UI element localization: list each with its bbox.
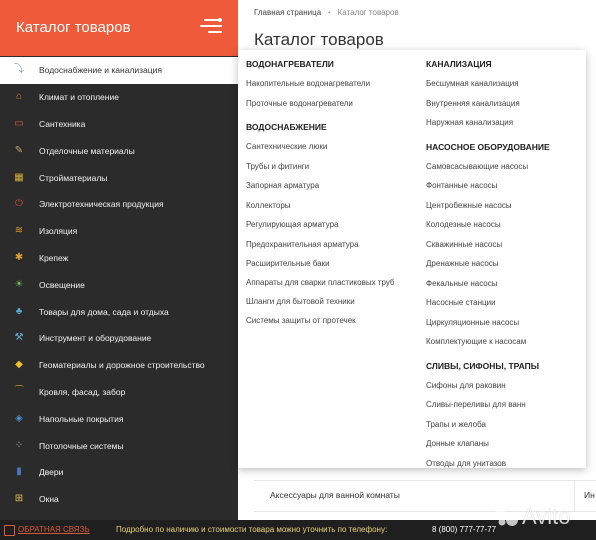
sidebar-item[interactable] bbox=[0, 432, 238, 459]
menu-link[interactable]: Центробежные насосы bbox=[426, 200, 512, 210]
roof-icon: ⌒ bbox=[14, 385, 24, 397]
menu-link[interactable]: Запорная арматура bbox=[246, 181, 320, 190]
sidebar-header bbox=[0, 0, 238, 56]
sidebar-item[interactable] bbox=[0, 379, 238, 406]
menu-link[interactable]: Проточные водонагреватели bbox=[246, 98, 353, 108]
sidebar-item[interactable] bbox=[0, 245, 238, 272]
sidebar-item[interactable] bbox=[0, 271, 238, 298]
breadcrumb-separator: • bbox=[328, 10, 331, 17]
menu-link[interactable]: Трапы и желоба bbox=[426, 419, 486, 429]
sidebar-item[interactable] bbox=[0, 352, 238, 379]
breadcrumb-home-link[interactable]: Главная страница bbox=[254, 8, 322, 17]
menu-link[interactable]: Насосные станции bbox=[426, 298, 496, 307]
sidebar-item-label: Двери bbox=[39, 467, 64, 478]
menu-link[interactable]: Отводы для унитазов bbox=[426, 458, 506, 468]
menu-link[interactable]: Сантехнические люки bbox=[246, 142, 328, 151]
sidebar-item[interactable] bbox=[0, 164, 238, 191]
sidebar-item[interactable] bbox=[0, 191, 238, 218]
feedback-icon bbox=[4, 525, 15, 536]
menu-link[interactable]: Фонтанные насосы bbox=[426, 181, 498, 190]
sidebar-item-label: Товары для дома, сада и отдыха bbox=[39, 306, 169, 317]
menu-link[interactable]: Сифоны для раковин bbox=[426, 380, 506, 390]
menu-link[interactable]: Накопительные водонагреватели bbox=[246, 79, 371, 88]
menu-link[interactable]: Шланги для бытовой техники bbox=[246, 296, 355, 306]
category-row-label: Аксессуары для ванной комнаты bbox=[270, 490, 400, 500]
menu-link[interactable]: Дренажные насосы bbox=[426, 259, 499, 268]
menu-category-title[interactable]: КАНАЛИЗАЦИЯ bbox=[426, 59, 492, 69]
catalog-sidebar bbox=[0, 0, 238, 520]
fastener-icon: ✱ bbox=[14, 251, 24, 263]
sidebar-item[interactable] bbox=[0, 325, 238, 352]
sidebar-item-label: Изоляция bbox=[39, 226, 78, 237]
sidebar-item[interactable] bbox=[0, 137, 238, 164]
road-sign-icon: ◆ bbox=[15, 359, 23, 371]
drill-icon: ⚒ bbox=[14, 332, 24, 344]
sidebar-item-label: Освещение bbox=[39, 279, 85, 290]
sidebar-item[interactable] bbox=[0, 298, 238, 325]
sidebar-item[interactable] bbox=[0, 57, 238, 84]
menu-category-title[interactable]: ВОДОСНАБЖЕНИЕ bbox=[246, 122, 327, 132]
house-heat-icon: ⌂ bbox=[15, 91, 23, 103]
sidebar-item[interactable] bbox=[0, 459, 238, 486]
menu-link[interactable]: Донные клапаны bbox=[426, 439, 489, 448]
sidebar-item[interactable] bbox=[0, 111, 238, 138]
brush-icon: ✎ bbox=[14, 144, 24, 156]
menu-toggle-icon[interactable] bbox=[200, 19, 222, 35]
menu-link[interactable]: Коллекторы bbox=[246, 200, 291, 210]
sidebar-item-label: Сантехника bbox=[39, 118, 86, 129]
sidebar-item[interactable] bbox=[0, 218, 238, 245]
page-title: Каталог товаров bbox=[254, 30, 384, 49]
menu-link[interactable]: Бесшумная канализация bbox=[426, 79, 519, 88]
mega-menu-column-2 bbox=[426, 50, 586, 473]
sidebar-item[interactable] bbox=[0, 405, 238, 432]
sidebar-item-label: Инструмент и оборудование bbox=[39, 333, 152, 344]
menu-link[interactable]: Самовсасывающие насосы bbox=[426, 161, 529, 171]
floor-layers-icon: ◈ bbox=[15, 412, 23, 424]
svg-text:Avito: Avito bbox=[522, 504, 571, 529]
availability-notice: Подробно по наличию и стоимости товара можно уточнить по телефону: bbox=[116, 525, 388, 534]
faucet-icon: ⤵ bbox=[14, 64, 24, 76]
bathtub-icon: ▭ bbox=[14, 117, 24, 129]
lamp-icon: ☀ bbox=[14, 278, 24, 290]
sidebar-item[interactable] bbox=[0, 84, 238, 111]
sidebar-item-label: Крепеж bbox=[39, 252, 69, 263]
plug-icon: ⏻ bbox=[15, 198, 23, 210]
menu-link[interactable]: Циркуляционные насосы bbox=[426, 317, 520, 327]
mega-menu-column-1 bbox=[246, 50, 416, 331]
feedback-link[interactable]: ОБРАТНАЯ СВЯЗЬ bbox=[18, 525, 90, 534]
sidebar-item-label: Стройматериалы bbox=[39, 172, 108, 183]
sidebar-item-label: Электротехническая продукция bbox=[39, 199, 164, 210]
sidebar-item-label: Отделочные материалы bbox=[39, 145, 135, 156]
menu-link[interactable]: Системы защиты от протечек bbox=[246, 316, 356, 325]
breadcrumb bbox=[254, 8, 399, 17]
sidebar-item-label: Геоматериалы и дорожное строительство bbox=[39, 360, 205, 371]
door-icon: ▮ bbox=[16, 466, 22, 478]
sidebar-title: Каталог товаров bbox=[16, 19, 131, 36]
menu-category-title[interactable]: НАСОСНОЕ ОБОРУДОВАНИЕ bbox=[426, 141, 550, 152]
ceiling-icon: ⁘ bbox=[14, 439, 24, 451]
sidebar-item-label: Водоснабжение и канализация bbox=[39, 65, 163, 76]
menu-link[interactable]: Трубы и фитинги bbox=[246, 161, 310, 171]
garden-tree-icon: ♣ bbox=[15, 305, 23, 317]
menu-link[interactable]: Сливы-переливы для ванн bbox=[426, 400, 526, 409]
sidebar-item-label: Напольные покрытия bbox=[39, 413, 124, 424]
menu-link[interactable]: Расширительные баки bbox=[246, 259, 330, 268]
menu-link[interactable]: Колодезные насосы bbox=[426, 220, 501, 229]
insulation-icon: ≋ bbox=[14, 225, 24, 237]
menu-link[interactable]: Фекальные насосы bbox=[426, 278, 498, 288]
menu-link[interactable]: Внутренняя канализация bbox=[426, 98, 520, 108]
menu-link[interactable]: Комплектующие к насосам bbox=[426, 337, 527, 346]
menu-link[interactable]: Наружная канализация bbox=[426, 118, 514, 127]
menu-link[interactable]: Аппараты для сварки пластиковых труб bbox=[246, 277, 395, 287]
sidebar-list bbox=[0, 57, 238, 513]
breadcrumb-current: Каталог товаров bbox=[337, 8, 399, 17]
sidebar-item-label: Окна bbox=[39, 494, 59, 505]
menu-category-title[interactable]: СЛИВЫ, СИФОНЫ, ТРАПЫ bbox=[426, 360, 540, 371]
menu-category-title[interactable]: ВОДОНАГРЕВАТЕЛИ bbox=[246, 59, 334, 69]
brick-icon: ▦ bbox=[14, 171, 24, 183]
avito-watermark-logo bbox=[492, 500, 592, 532]
category-row-label-next: Ин bbox=[584, 490, 595, 500]
menu-link[interactable]: Предохранительная арматура bbox=[246, 239, 359, 249]
mega-menu-dropdown bbox=[238, 50, 586, 468]
window-icon: ⊞ bbox=[14, 493, 24, 505]
sidebar-item-label: Потолочные системы bbox=[39, 440, 124, 451]
phone-number[interactable]: 8 (800) 777-77-77 bbox=[432, 525, 497, 534]
menu-link[interactable]: Скважинные насосы bbox=[426, 239, 503, 249]
menu-link[interactable]: Регулирующая арматура bbox=[246, 220, 339, 229]
sidebar-item[interactable] bbox=[0, 486, 238, 513]
sidebar-item-label: Климат и отопление bbox=[39, 92, 119, 103]
sidebar-item-label: Кровля, фасад, забор bbox=[39, 386, 126, 397]
